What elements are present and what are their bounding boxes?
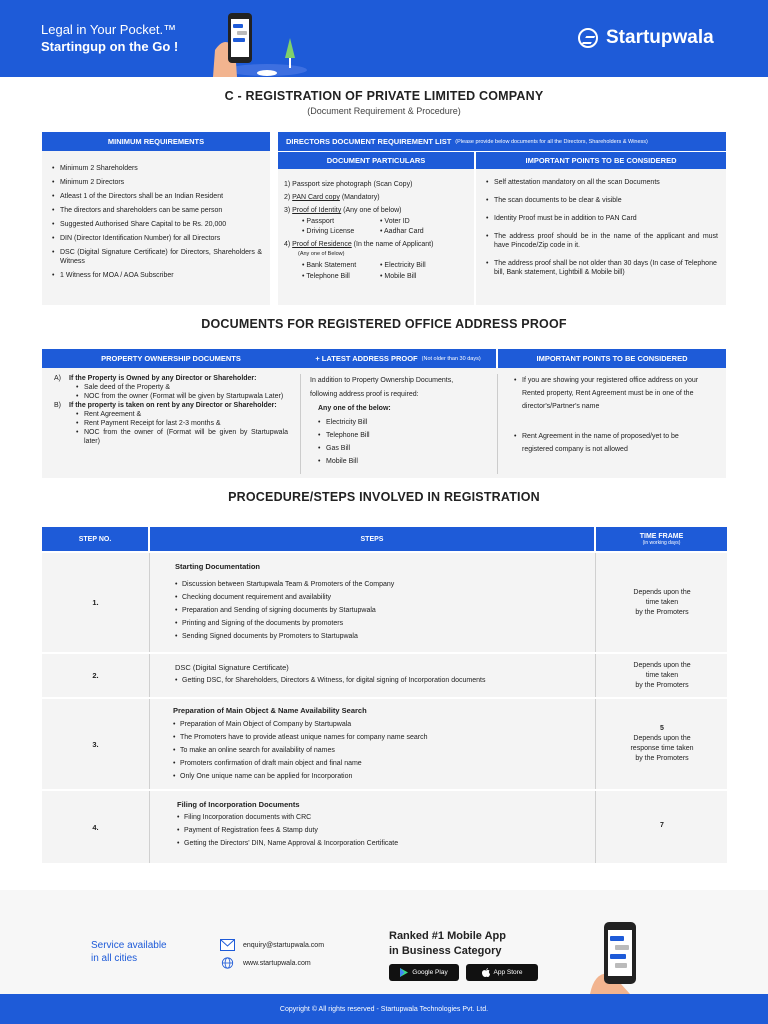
list-item: • Electricity Bill [318,416,490,429]
globe-icon [220,957,235,969]
directors-doc-title: DIRECTORS DOCUMENT REQUIREMENT LIST [286,137,452,146]
latest-address-note: (Not older than 30 days) [421,355,481,362]
page-subtitle: (Document Requirement & Procedure) [307,106,461,116]
residence-options [284,260,472,282]
divider [497,374,498,474]
list-item: • Telephone Bill [302,273,350,280]
list-item: • The directors and shareholders can be same person [52,206,262,215]
list-item: • Discussion between Startupwala Team & Promoters of the Company [175,578,592,591]
list-item: • Aadhar Card [380,228,424,235]
list-item: • Printing and Signing of the documents by promoters [175,617,592,630]
list-item: • Checking document requirement and availability [175,591,592,604]
step-body [175,562,592,643]
latest-address-title: + LATEST ADDRESS PROOF [315,354,418,363]
list-item: • Atleast 1 of the Directors shall be an Indian Resident [52,192,262,201]
phone-hand-illustration [560,910,680,994]
list-item: • Payment of Registration fees & Stamp duty [177,824,592,837]
identity-options [284,217,472,237]
step-time-frame: 7 [660,822,664,829]
list-item: • Rent Agreement in the name of proposed/yet to be registered company is not allowed [514,430,710,456]
list-item: • Sending Signed documents by Promoters to Startupwala [175,630,592,643]
list-item: • Rent Payment Receipt for last 2-3 months & [76,419,288,428]
email-link[interactable]: enquiry@startupwala.com [243,941,325,949]
list-item: • Gas Bill [318,442,490,455]
step-number: 1. [92,598,99,607]
step-number: 4. [92,822,99,832]
latest-intro-1: In addition to Property Ownership Documents, [310,377,454,384]
list-item: • Voter ID [380,218,410,225]
latest-intro-2: following address proof is required: [310,391,419,398]
ranked-heading: Ranked #1 Mobile App in Business Category [389,930,506,957]
email-contact[interactable] [220,939,324,951]
option-a-list [54,383,288,401]
min-requirements-panel [42,151,270,305]
step-time-frame: 5 Depends upon the response time taken by the Promoters [630,725,694,762]
property-ownership-header: PROPERTY OWNERSHIP DOCUMENTS [42,349,300,368]
brand-name: Startupwala [606,27,714,48]
step-body [175,663,592,687]
doc-passport-photo: 1) Passport size photograph (Scan Copy) [284,181,413,188]
list-item: • NOC from the owner (Format will be given by Startupwala Later) [76,392,288,401]
option-b-list [54,410,288,446]
list-item: • Rent Agreement & [76,410,288,419]
list-item: • DSC (Digital Signature Certificate) for Directors, Shareholders & Witness [52,248,262,266]
phone-hand-illustration [205,10,315,77]
latest-any-one: Any one of the below: [318,405,391,412]
latest-address-header [300,349,496,368]
list-item: • If you are showing your registered office address on your Rented property, Rent Agreement must be in one of the director's/Partner's name [514,374,710,413]
list-item: • Preparation and Sending of signing documents by Startupwala [175,604,592,617]
directors-doc-note: (Please provide below documents for all the Directors, Shareholders & Winess) [455,138,648,145]
step-number: 2. [92,671,99,680]
brand [578,27,714,49]
office-proof-panel [42,368,726,478]
table-row [42,553,727,652]
list-item: • DIN (Director Identification Number) for all Directors [52,234,262,243]
list-item: • The Promoters have to provide atleast unique names for company name search [173,731,592,744]
list-item: • The address proof should be in the name of the applicant and must have Pincode/Zip code in it. [486,232,718,250]
step-heading: Starting Documentation [175,562,261,571]
list-item: • To make an online search for availability of names [173,744,592,757]
important-points-header: IMPORTANT POINTS TO BE CONSIDERED [476,151,726,169]
important-points-list [486,178,718,277]
step-heading: Filing of Incorporation Documents [177,800,300,809]
doc-pan-card: 2) PAN Card copy (Mandatory) [284,194,380,201]
step-heading: Preparation of Main Object & Name Availability Search [173,706,367,715]
list-item: • Minimum 2 Shareholders [52,164,262,173]
tagline-line1: Legal in Your Pocket.™ [41,22,177,37]
service-availability: Service available in all cities [91,940,167,964]
website-contact[interactable] [220,957,311,969]
list-item: • Preparation of Main Object of Company by Startupwala [173,718,592,731]
website-link[interactable]: www.startupwala.com [243,959,311,967]
min-requirements-header: MINIMUM REQUIREMENTS [42,132,270,151]
list-item: • Suggested Authorised Share Capital to be Rs. 20,000 [52,220,262,229]
divider [300,374,301,474]
list-item: • Driving License [302,228,355,235]
step-heading: DSC (Digital Signature Certificate) [175,663,289,672]
step-time-frame: Depends upon the time taken by the Promoters [633,661,691,689]
residence-note: (Any one of Below) [298,251,345,257]
brand-logo-icon [578,28,598,48]
important-points-panel [476,169,726,305]
step-time-frame: Depends upon the time taken by the Promoters [633,588,691,616]
procedure-title: PROCEDURE/STEPS INVOLVED IN REGISTRATION [228,490,540,504]
list-item: • The scan documents to be clear & visible [486,196,718,205]
apple-icon [482,968,490,977]
list-item: • Passport [302,218,335,225]
step-body [177,800,592,850]
step-number: 3. [92,739,99,749]
table-row [42,791,727,863]
list-item: • Minimum 2 Directors [52,178,262,187]
list-item: • Self attestation mandatory on all the scan Documents [486,178,718,187]
list-item: • NOC from the owner of (Format will be given by Startupwala later) [76,428,288,446]
property-ownership-content [54,374,288,446]
doc-particulars-list [284,178,472,282]
tagline [41,21,178,55]
list-item: • Electricity Bill [380,262,426,269]
steps-header: STEPS [150,527,594,551]
latest-address-content [310,374,490,468]
list-item: • Only One unique name can be applied for Incorporation [173,770,592,783]
list-item: • Getting DSC, for Shareholders, Directors & Witness, for digital signing of Incorporation documents [175,674,592,687]
table-row [42,699,727,789]
tagline-line2: Startingup on the Go ! [41,39,179,54]
min-requirements-list [52,164,262,280]
list-item: • Filing Incorporation documents with CRC [177,811,592,824]
doc-particulars-header: DOCUMENT PARTICULARS [278,151,474,169]
copyright-text: Copyright © All rights reserved - Startupwala Technologies Pvt. Ltd. [279,1005,489,1013]
header-banner [0,0,768,77]
table-row [42,654,727,697]
google-play-button[interactable]: Google Play [389,964,459,981]
app-store-button[interactable]: App Store [466,964,538,981]
list-item: • Getting the Directors' DIN, Name Approval & Incorporation Certificate [177,837,592,850]
list-item: • Sale deed of the Property & [76,383,288,392]
list-item: • Bank Statement [302,262,357,269]
list-item: • The address proof shall be not older than 30 days (In case of Telephone bill, Bank statement, Lightbill & Mobile bill) [486,259,718,277]
doc-proof-residence: 4) Proof of Residence (In the name of Applicant) [284,241,434,248]
copyright-bar [0,994,768,1024]
doc-particulars-panel [278,169,474,305]
doc-proof-identity: 3) Proof of Identity (Any one of below) [284,207,402,214]
list-item: • Mobile Bill [318,455,490,468]
list-item: • 1 Witness for MOA / AOA Subscriber [52,271,262,280]
list-item: • Promoters confirmation of draft main object and final name [173,757,592,770]
directors-doc-header [278,132,726,151]
time-frame-header: TIME FRAME (in working days) [596,527,727,551]
latest-address-list [310,416,490,468]
list-item: • Identity Proof must be in addition to PAN Card [486,214,718,223]
option-a: A) If the Property is Owned by any Director or Shareholder: [54,375,257,382]
list-item: • Telephone Bill [318,429,490,442]
step-no-header: STEP NO. [42,527,148,551]
office-important-list [514,374,710,456]
option-b: B) If the property is taken on rent by any Director or Shareholder: [54,402,277,409]
office-proof-title: DOCUMENTS FOR REGISTERED OFFICE ADDRESS PROOF [201,317,567,331]
email-icon [220,939,235,951]
google-play-icon [400,968,408,977]
step-body [173,706,592,783]
office-important-header: IMPORTANT POINTS TO BE CONSIDERED [498,349,726,368]
list-item: • Mobile Bill [380,273,417,280]
page-title: C - REGISTRATION OF PRIVATE LIMITED COMPANY [224,89,544,103]
